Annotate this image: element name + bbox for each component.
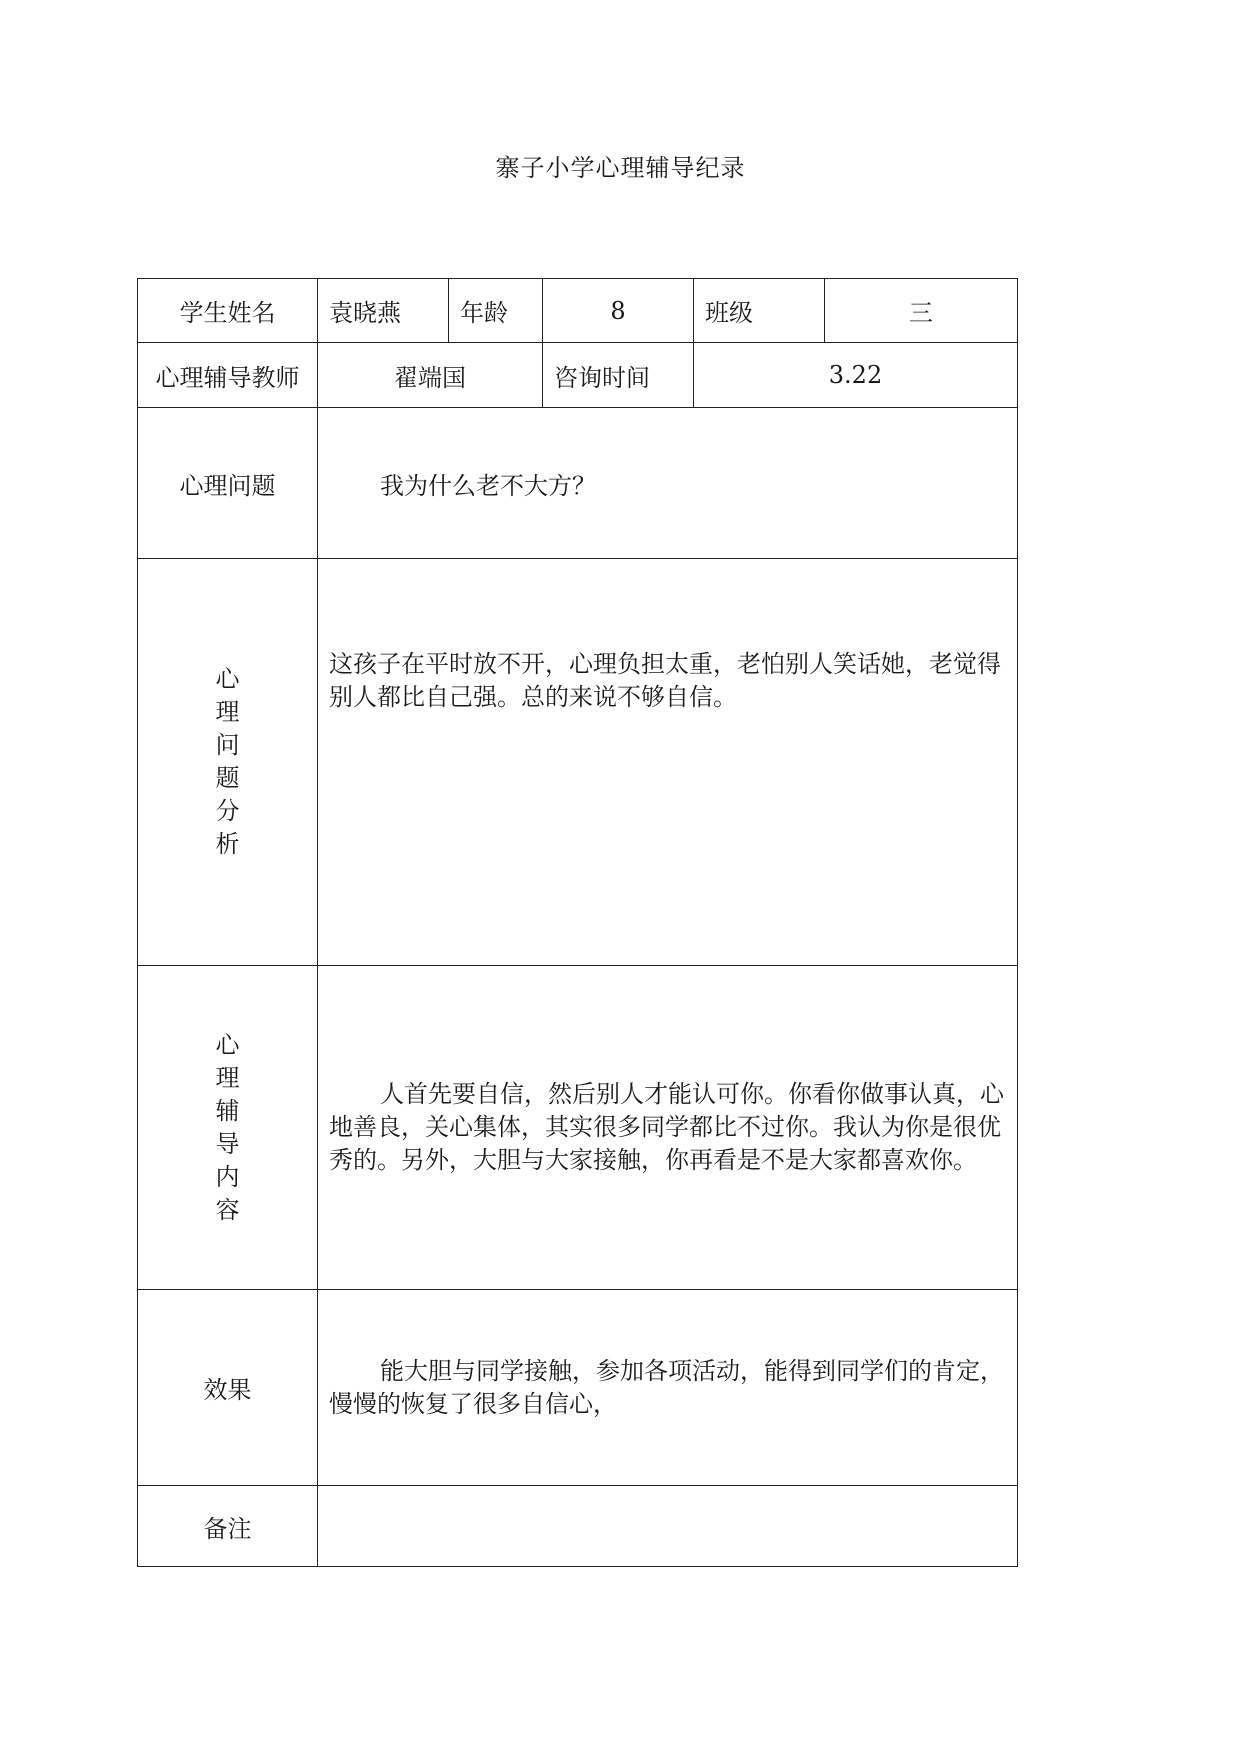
value-analysis: 这孩子在平时放不开，心理负担太重，老怕别人笑话她，老觉得别人都比自己强。总的来说不够自信。 [318,559,1018,966]
row-effect [138,1290,1018,1486]
row-problem [138,408,1018,559]
value-problem: 我为什么老不大方？ [318,408,1018,559]
page-title: 寨子小学心理辅导纪录 [495,154,746,182]
label-student-name: 学生姓名 [138,279,318,343]
label-teacher: 心理辅导教师 [138,343,318,408]
label-analysis-char: 析 [215,830,240,858]
label-content-char: 理 [215,1063,240,1092]
label-content-char: 容 [215,1195,240,1224]
row-teacher-info [138,343,1018,408]
row-student-info [138,279,1018,343]
label-content-char: 导 [215,1129,240,1158]
label-content-char: 内 [215,1162,240,1191]
row-content [138,966,1018,1290]
label-effect: 效果 [138,1290,318,1486]
value-class: 三 [825,279,1018,343]
row-remarks [138,1486,1018,1567]
label-analysis-char: 题 [215,764,240,792]
label-problem: 心理问题 [138,408,318,559]
value-remarks [318,1486,1018,1567]
label-analysis-char: 分 [215,797,240,825]
label-class: 班级 [694,279,825,343]
label-content [138,966,318,1290]
counseling-record-table [137,278,1018,1567]
label-analysis [138,559,318,966]
label-remarks: 备注 [138,1486,318,1567]
value-effect: 能大胆与同学接触，参加各项活动，能得到同学们的肯定，慢慢的恢复了很多自信心， [318,1290,1018,1486]
row-analysis [138,559,1018,966]
label-analysis-char: 问 [215,731,240,759]
value-consult-time: 3.22 [694,343,1018,408]
value-student-name: 袁晓燕 [318,279,449,343]
value-teacher: 翟端国 [318,343,543,408]
value-age: 8 [543,279,694,343]
label-content-char: 辅 [215,1096,240,1125]
label-content-char: 心 [215,1030,240,1059]
label-age: 年龄 [449,279,543,343]
label-consult-time: 咨询时间 [543,343,694,408]
label-analysis-char: 理 [215,698,240,726]
label-analysis-char: 心 [215,665,240,693]
value-content: 人首先要自信，然后别人才能认可你。你看你做事认真，心地善良，关心集体，其实很多同学都比不过你。我认为你是很优秀的。另外，大胆与大家接触，你再看是不是大家都喜欢你。 [318,966,1018,1290]
